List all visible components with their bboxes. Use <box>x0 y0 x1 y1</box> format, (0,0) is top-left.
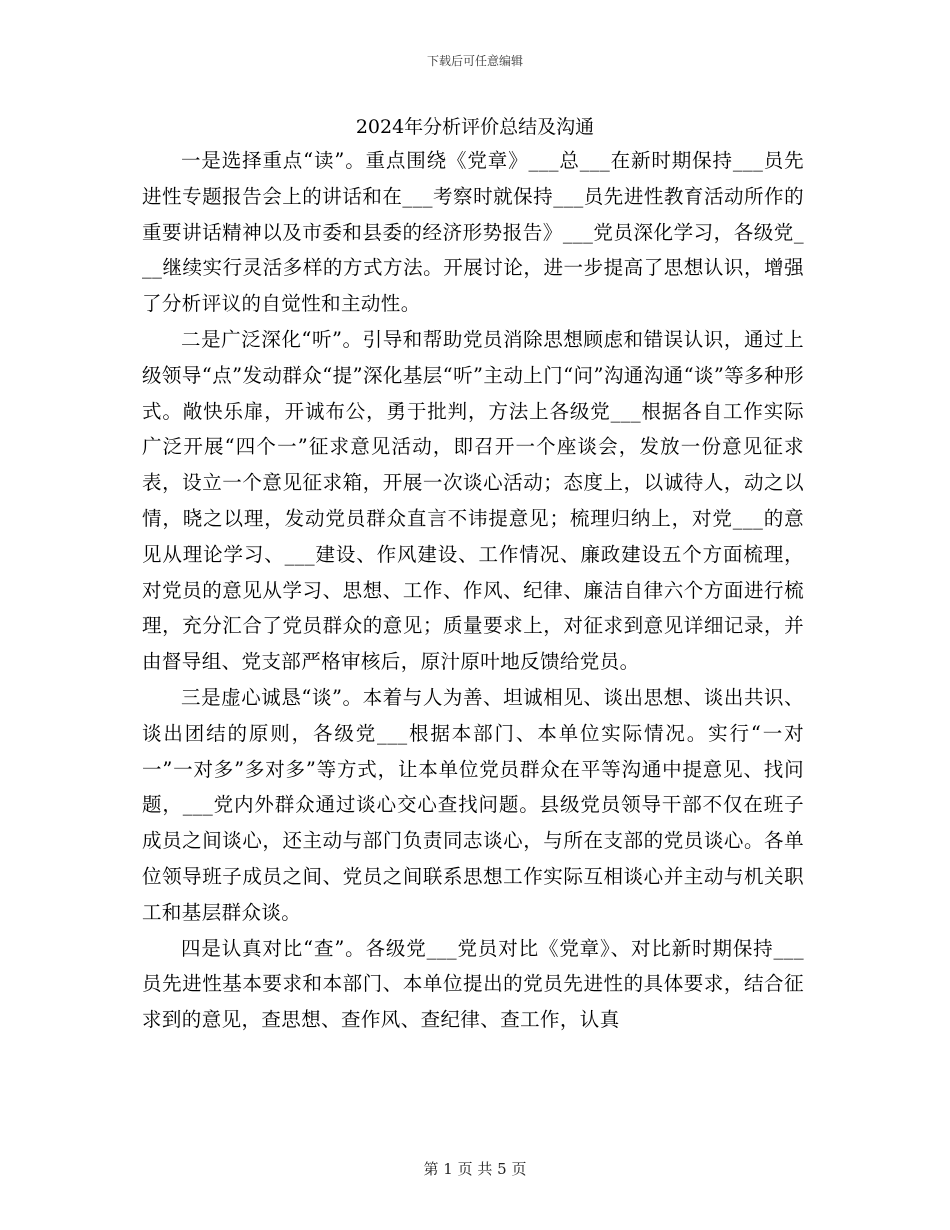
paragraph-check: 四是认真对比“查”。各级党___党员对比《党章》、对比新时期保持___员先进性基本要求和本部门、本单位提出的党员先进性的具体要求，结合征求到的意见，查思想、查作风、查纪律、查工作，认真 <box>142 936 804 1032</box>
page-footer: 第 1 页 共 5 页 <box>423 1160 527 1178</box>
header-note: 下载后可任意编辑 <box>426 54 523 68</box>
paragraph-listen: 二是广泛深化“听”。引导和帮助党员消除思想顾虑和错误认识，通过上级领导“点”发动群众“提”深化基层“听”主动上门“问”沟通沟通“谈”等多种形式。敞快乐扉，开诚布公，勇于批判，方法上各级党___根据各自工作实际广泛开展“四个一”征求意见活动，即召开一个座谈会，发放一份意见征求表，设立一个意见征求箱，开展一次谈心活动；态度上，以诚待人，动之以情，晓之以理，发动党员群众直言不讳提意见；梳理归纳上，对党___的意见从理论学习、___建设、作风建设、工作情况、廉政建设五个方面梳理，对党员的意见从学习、思想、工作、作风、纪律、廉洁自律六个方面进行梳理，充分汇合了党员群众的意见；质量要求上，对征求到意见详细记录，并由督导组、党支部严格审核后，原汁原叶地反馈给党员。 <box>142 327 804 674</box>
document-body <box>142 143 804 1038</box>
document-title: 2024年分析评价总结及沟通 <box>355 116 595 138</box>
paragraph-read: 一是选择重点“读”。重点围绕《党章》___总___在新时期保持___员先进性专题报告会上的讲话和在___考察时就保持___员先进性教育活动所作的重要讲话精神以及市委和县委的经济形势报告》___党员深化学习，各级党___继续实行灵活多样的方式方法。开展讨论，进一步提高了思想认识，增强了分析评议的自觉性和主动性。 <box>142 149 804 316</box>
paragraph-talk: 三是虚心诚恳“谈”。本着与人为善、坦诚相见、谈出思想、谈出共识、谈出团结的原则，各级党___根据本部门、本单位实际情况。实行“一对一”一对多”多对多”等方式，让本单位党员群众在平等沟通中提意见、找问题，___党内外群众通过谈心交心查找问题。县级党员领导干部不仅在班子成员之间谈心，还主动与部门负责同志谈心，与所在支部的党员谈心。各单位领导班子成员之间、党员之间联系思想工作实际互相谈心并主动与机关职工和基层群众谈。 <box>142 685 804 924</box>
